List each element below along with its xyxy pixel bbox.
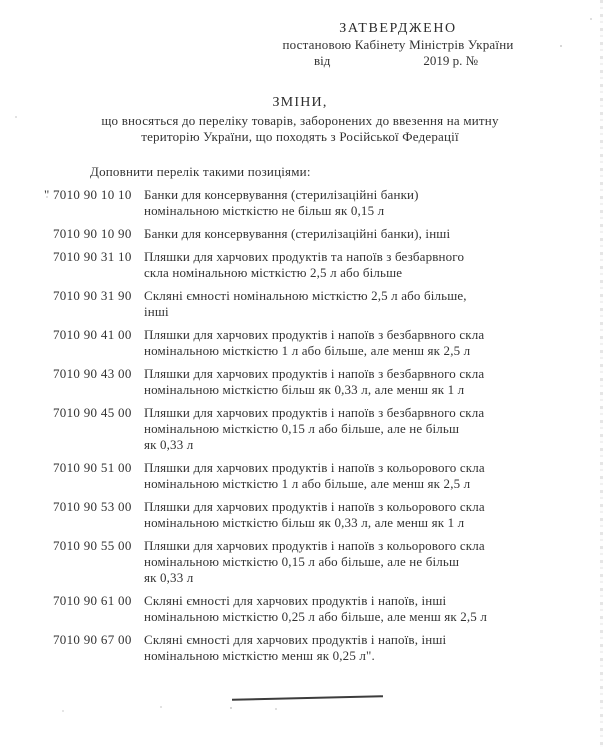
approval-date-row [272, 53, 524, 69]
tariff-item-row [53, 249, 553, 281]
tariff-item-row [53, 405, 553, 453]
tariff-item-row [53, 499, 553, 531]
tariff-description-line: номінальною місткістю 0,15 л або більше, але не більш [144, 554, 460, 569]
tariff-description [144, 460, 544, 492]
tariff-description-line: номінальною місткістю більш як 0,33 л, але менш як 1 л [144, 515, 465, 530]
tariff-description-line: Пляшки для харчових продуктів і напоїв з кольорового скла [144, 538, 485, 553]
tariff-description-line: Пляшки для харчових продуктів і напоїв з безбарвного скла [144, 366, 485, 381]
tariff-item-row [53, 632, 553, 664]
tariff-item-row [53, 226, 553, 242]
tariff-code [53, 288, 144, 320]
tariff-item-row [44, 187, 553, 219]
scan-speckles [0, 0, 2, 2]
tariff-code [53, 226, 144, 242]
document-title: ЗМІНИ, [272, 95, 328, 110]
tariff-description-line: Скляні ємності номінальною місткістю 2,5 л або більше, [144, 288, 467, 303]
document-subtitle-line-2: територію України, що походять з Російської Федерації [141, 128, 459, 144]
tariff-code-text: 7010 90 51 00 [53, 460, 132, 475]
approval-date-prefix: від [314, 53, 331, 68]
tariff-item-row [53, 327, 553, 359]
tariff-code [53, 632, 144, 664]
approval-stamp: ЗАТВЕРДЖЕНО [339, 21, 457, 36]
tariff-description-line: Банки для консервування (стерилізаційні банки) [144, 187, 419, 202]
tariff-code [53, 499, 144, 531]
approval-block [272, 20, 524, 69]
tariff-description [144, 499, 544, 531]
tariff-description-line: Пляшки для харчових продуктів і напоїв з кольорового скла [144, 460, 485, 475]
intro-line: Доповнити перелік такими позиціями: [90, 164, 311, 179]
tariff-description-line: Пляшки для харчових продуктів і напоїв з кольорового скла [144, 499, 485, 514]
tariff-description [144, 366, 544, 398]
approval-authority: постановою Кабінету Міністрів України [282, 37, 514, 52]
tariff-description-line: номінальною місткістю не більш як 0,15 л [144, 203, 385, 218]
tariff-code [53, 249, 144, 281]
tariff-description-line: скла номінальною місткістю 2,5 л або більше [144, 265, 403, 280]
tariff-description [144, 249, 544, 281]
tariff-code-text: 7010 90 10 90 [53, 226, 132, 241]
tariff-description-line: Пляшки для харчових продуктів і напоїв з безбарвного скла [144, 405, 485, 420]
title-block [40, 94, 560, 144]
tariff-description-line: Скляні ємності для харчових продуктів і напоїв, інші [144, 593, 447, 608]
tariff-description-line: номінальною місткістю 0,25 л або більше, але менш як 2,5 л [144, 609, 487, 624]
tariff-description [144, 187, 544, 219]
tariff-description-line: номінальною місткістю 1 л або більше, але менш як 2,5 л [144, 343, 471, 358]
tariff-code-text: 7010 90 53 00 [53, 499, 132, 514]
tariff-description-line: як 0,33 л [144, 570, 194, 585]
approval-date-suffix: 2019 р. № [423, 53, 478, 68]
tariff-items-list [44, 187, 553, 671]
tariff-code-text: 7010 90 61 00 [53, 593, 132, 608]
tariff-item-row [53, 538, 553, 586]
tariff-code-text: 7010 90 67 00 [53, 632, 132, 647]
tariff-description-line: номінальною місткістю менш як 0,25 л". [144, 648, 375, 663]
tariff-description [144, 593, 544, 625]
tariff-code [44, 187, 144, 219]
tariff-item-row [53, 366, 553, 398]
tariff-description-line: інші [144, 304, 169, 319]
tariff-description-line: як 0,33 л [144, 437, 194, 452]
opening-quote: " [44, 187, 50, 202]
tariff-code [53, 405, 144, 453]
tariff-item-row [53, 288, 553, 320]
tariff-description-line: Пляшки для харчових продуктів і напоїв з безбарвного скла [144, 327, 485, 342]
tariff-description-line: Пляшки для харчових продуктів та напоїв з безбарвного [144, 249, 465, 264]
tariff-description [144, 288, 544, 320]
tariff-description [144, 632, 544, 664]
tariff-code [53, 460, 144, 492]
tariff-code-text: 7010 90 45 00 [53, 405, 132, 420]
tariff-description [144, 538, 544, 586]
tariff-code [53, 538, 144, 586]
bottom-separator-rule [232, 695, 383, 700]
tariff-item-row [53, 593, 553, 625]
tariff-code-text: 7010 90 31 10 [53, 249, 132, 264]
tariff-code-text: 7010 90 55 00 [53, 538, 132, 553]
tariff-code-text: 7010 90 10 10 [53, 187, 132, 202]
tariff-code-text: 7010 90 41 00 [53, 327, 132, 342]
tariff-description [144, 405, 544, 453]
tariff-description [144, 226, 544, 242]
tariff-code-text: 7010 90 31 90 [53, 288, 132, 303]
tariff-description-line: Банки для консервування (стерилізаційні банки), інші [144, 226, 451, 241]
scan-edge-artifact [600, 0, 603, 747]
tariff-description-line: номінальною місткістю 1 л або більше, але менш як 2,5 л [144, 476, 471, 491]
tariff-code [53, 327, 144, 359]
tariff-code [53, 593, 144, 625]
tariff-code-text: 7010 90 43 00 [53, 366, 132, 381]
tariff-description-line: номінальною місткістю більш як 0,33 л, але менш як 1 л [144, 382, 465, 397]
document-subtitle-line-1: що вносяться до переліку товарів, заборонених до ввезення на митну [101, 113, 499, 128]
tariff-item-row [53, 460, 553, 492]
tariff-code [53, 366, 144, 398]
tariff-description [144, 327, 544, 359]
tariff-description-line: Скляні ємності для харчових продуктів і напоїв, інші [144, 632, 447, 647]
tariff-description-line: номінальною місткістю 0,15 л або більше, але не більш [144, 421, 460, 436]
